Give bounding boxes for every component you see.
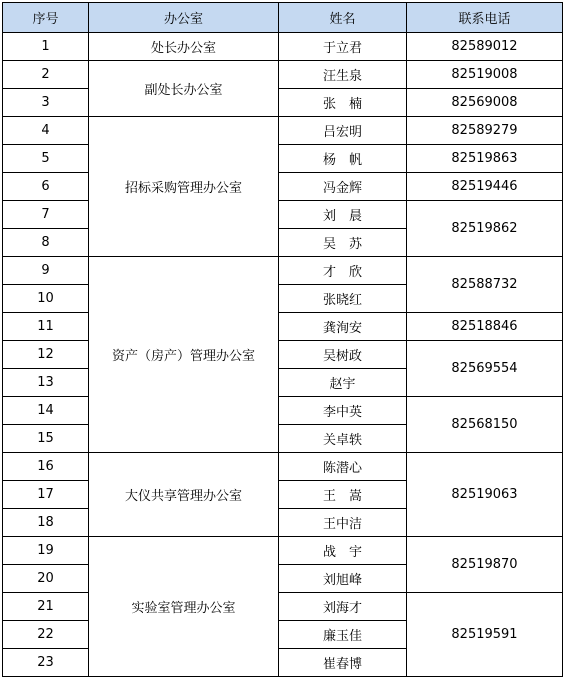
name-cell: 才 欣 [279,257,407,285]
office-cell: 副处长办公室 [89,61,279,117]
phone-cell: 82519446 [407,173,563,201]
header-office: 办公室 [89,3,279,33]
row-no: 1 [3,33,89,61]
table-row [3,313,563,341]
row-no: 23 [3,649,89,677]
name-cell: 龚洵安 [279,313,407,341]
name-cell: 刘 晨 [279,201,407,229]
table-row [3,173,563,201]
phone-cell: 82588732 [407,257,563,313]
row-no: 5 [3,145,89,173]
table-row [3,145,563,173]
row-no: 13 [3,369,89,397]
office-cell: 处长办公室 [89,33,279,61]
table-row [3,537,563,565]
row-no: 6 [3,173,89,201]
table-row [3,117,563,145]
row-no: 19 [3,537,89,565]
header-phone: 联系电话 [407,3,563,33]
name-cell: 张晓红 [279,285,407,313]
row-no: 12 [3,341,89,369]
table-row [3,257,563,285]
row-no: 9 [3,257,89,285]
name-cell: 关卓轶 [279,425,407,453]
phone-cell: 82519863 [407,145,563,173]
row-no: 14 [3,397,89,425]
phone-cell: 82519591 [407,593,563,677]
phone-cell: 82568150 [407,397,563,453]
table-row [3,593,563,621]
name-cell: 吴 苏 [279,229,407,257]
name-cell: 王中洁 [279,509,407,537]
row-no: 22 [3,621,89,649]
row-no: 4 [3,117,89,145]
phone-cell: 82519063 [407,453,563,537]
contact-table [2,2,563,677]
table-row [3,89,563,117]
row-no: 16 [3,453,89,481]
phone-cell: 82518846 [407,313,563,341]
row-no: 10 [3,285,89,313]
name-cell: 王 嵩 [279,481,407,509]
table-row [3,33,563,61]
office-cell: 大仪共享管理办公室 [89,453,279,537]
row-no: 7 [3,201,89,229]
name-cell: 陈潜心 [279,453,407,481]
name-cell: 吴树政 [279,341,407,369]
table-row [3,201,563,229]
row-no: 3 [3,89,89,117]
name-cell: 战 宇 [279,537,407,565]
name-cell: 吕宏明 [279,117,407,145]
row-no: 18 [3,509,89,537]
name-cell: 廉玉佳 [279,621,407,649]
row-no: 20 [3,565,89,593]
header-name: 姓名 [279,3,407,33]
row-no: 11 [3,313,89,341]
office-cell: 资产（房产）管理办公室 [89,257,279,453]
name-cell: 张 楠 [279,89,407,117]
name-cell: 于立君 [279,33,407,61]
phone-cell: 82519008 [407,61,563,89]
name-cell: 刘海才 [279,593,407,621]
name-cell: 冯金辉 [279,173,407,201]
name-cell: 汪生泉 [279,61,407,89]
row-no: 17 [3,481,89,509]
name-cell: 李中英 [279,397,407,425]
phone-cell: 82589012 [407,33,563,61]
phone-cell: 82519862 [407,201,563,257]
phone-cell: 82519870 [407,537,563,593]
office-cell: 实验室管理办公室 [89,537,279,677]
name-cell: 崔春博 [279,649,407,677]
header-row [3,3,563,33]
row-no: 21 [3,593,89,621]
name-cell: 赵宇 [279,369,407,397]
office-cell: 招标采购管理办公室 [89,117,279,257]
row-no: 2 [3,61,89,89]
table-row [3,341,563,369]
phone-cell: 82589279 [407,117,563,145]
table-row [3,61,563,89]
table-row [3,453,563,481]
header-no: 序号 [3,3,89,33]
phone-cell: 82569554 [407,341,563,397]
row-no: 8 [3,229,89,257]
table-row [3,397,563,425]
name-cell: 刘旭峰 [279,565,407,593]
row-no: 15 [3,425,89,453]
phone-cell: 82569008 [407,89,563,117]
name-cell: 杨 帆 [279,145,407,173]
